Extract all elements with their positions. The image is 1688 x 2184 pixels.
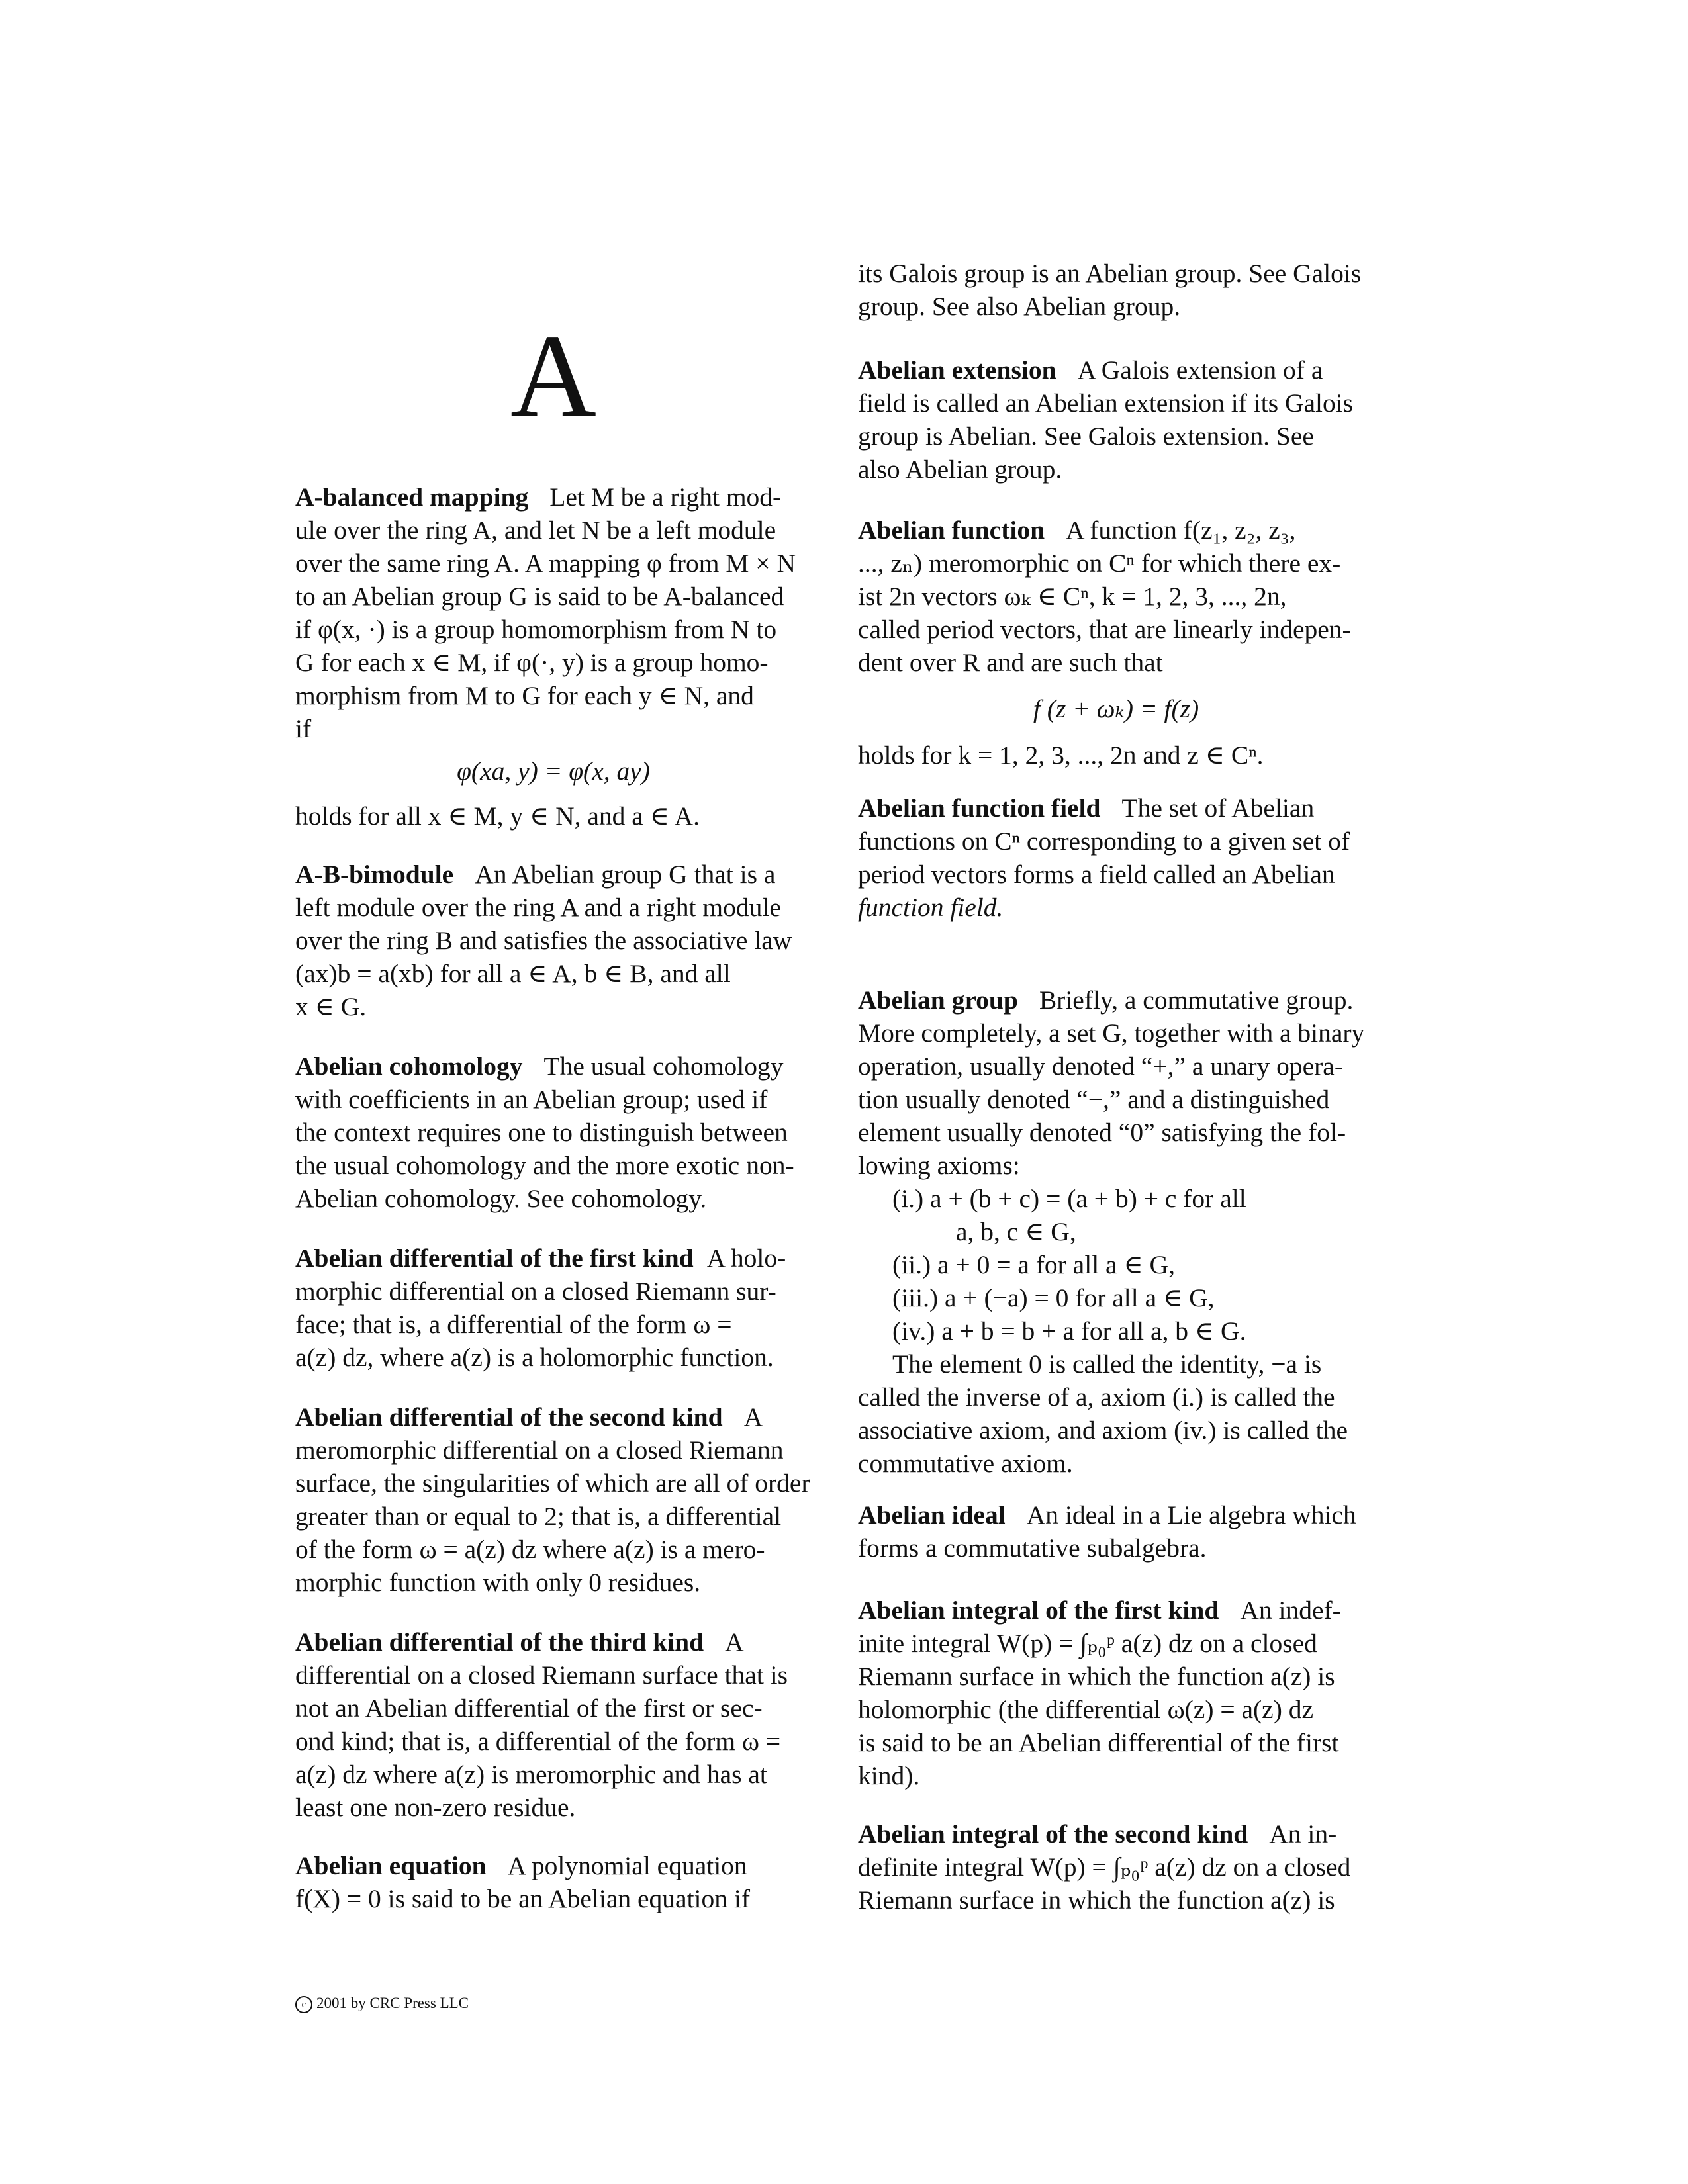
entry-text: The set of Abelian <box>1121 794 1315 823</box>
entry-abelian-function <box>858 514 1374 772</box>
entry-term: Abelian equation <box>295 1851 487 1880</box>
entry-a-balanced-mapping <box>295 480 812 833</box>
entry-text: if <box>295 714 312 743</box>
entry-text: its Galois group is an Abelian group. See Galois <box>858 259 1362 288</box>
section-letter: A <box>510 310 596 441</box>
entry-abelian-differential-second-kind <box>295 1400 812 1599</box>
entry-text: holds for all x ∈ M, y ∈ N, and a ∈ A. <box>295 801 700 831</box>
entry-abelian-integral-second-kind <box>858 1817 1374 1917</box>
entry-text: More completely, a set G, together with a binary <box>858 1019 1365 1048</box>
entry-text: with coefficients in an Abelian group; used if <box>295 1085 768 1114</box>
entry-term: Abelian cohomology <box>295 1052 523 1081</box>
entry-text: operation, usually denoted “+,” a unary opera- <box>858 1052 1343 1081</box>
entry-text: holds for k = 1, 2, 3, ..., 2n and z ∈ Cⁿ. <box>858 741 1264 770</box>
entry-text: not an Abelian differential of the first or sec- <box>295 1694 763 1723</box>
entry-abelian-integral-first-kind <box>858 1594 1374 1792</box>
entry-text: called period vectors, that are linearly indepen- <box>858 615 1351 644</box>
entry-text: A Galois extension of a <box>1077 355 1323 385</box>
entry-text: Let M be a right mod- <box>549 482 782 512</box>
entry-abelian-group <box>858 983 1374 1480</box>
entry-text: over the ring B and satisfies the associative law <box>295 926 792 955</box>
entry-text: associative axiom, and axiom (iv.) is called the <box>858 1416 1348 1445</box>
entry-text: the usual cohomology and the more exotic non- <box>295 1151 794 1180</box>
entry-term: A-B-bimodule <box>295 860 454 889</box>
entry-text: least one non-zero residue. <box>295 1793 576 1822</box>
copyright-icon: c <box>295 1996 312 2013</box>
entry-text: surface, the singularities of which are all of order <box>295 1469 810 1498</box>
entry-abelian-differential-first-kind <box>295 1242 812 1374</box>
entry-term: Abelian differential of the second kind <box>295 1402 723 1432</box>
entry-text: Abelian cohomology. See cohomology. <box>295 1184 707 1213</box>
entry-text: ist 2n vectors ωₖ ∈ Cⁿ, k = 1, 2, 3, ..., 2n, <box>858 582 1287 611</box>
entry-text: element usually denoted “0” satisfying the fol- <box>858 1118 1346 1147</box>
entry-text: ..., zₙ) meromorphic on Cⁿ for which there ex- <box>858 549 1341 578</box>
entry-text: Riemann surface in which the function a(z) is <box>858 1662 1335 1691</box>
entry-text: functions on Cⁿ corresponding to a given set of <box>858 827 1350 856</box>
entry-text: called the inverse of a, axiom (i.) is called the <box>858 1383 1335 1412</box>
entry-text: group is Abelian. See Galois extension. See <box>858 422 1314 451</box>
entry-text: tion usually denoted “−,” and a distinguished <box>858 1085 1330 1114</box>
entry-term: Abelian group <box>858 985 1018 1015</box>
entry-text: G for each x ∈ M, if φ(·, y) is a group homo- <box>295 648 769 677</box>
entry-text: A function f(z₁, z₂, z₃, <box>1066 516 1296 545</box>
entry-text: group. See also Abelian group. <box>858 292 1181 321</box>
entry-text: to an Abelian group G is said to be A-balanced <box>295 582 784 611</box>
copyright-text: 2001 by CRC Press LLC <box>316 1995 469 2011</box>
entry-term: Abelian differential of the first kind <box>295 1244 694 1273</box>
entry-text: holomorphic (the differential ω(z) = a(z) dz <box>858 1695 1314 1724</box>
entry-term: Abelian integral of the first kind <box>858 1596 1219 1625</box>
axiom-item: (ii.) a + 0 = a for all a ∈ G, <box>892 1250 1175 1279</box>
display-equation: f (z + ωₖ) = f(z) <box>1033 694 1199 723</box>
entry-text: A holo- <box>706 1244 786 1273</box>
entry-text: forms a commutative subalgebra. <box>858 1533 1207 1563</box>
entry-abelian-extension <box>858 353 1374 486</box>
entry-text: dent over R and are such that <box>858 648 1163 677</box>
axiom-item: (iii.) a + (−a) = 0 for all a ∈ G, <box>892 1283 1215 1312</box>
entry-text: x ∈ G. <box>295 992 367 1021</box>
entry-text: The usual cohomology <box>543 1052 784 1081</box>
entry-text: morphism from M to G for each y ∈ N, and <box>295 681 754 710</box>
entry-ab-bimodule <box>295 858 812 1023</box>
entry-text: morphic function with only 0 residues. <box>295 1568 701 1597</box>
entry-term: Abelian extension <box>858 355 1056 385</box>
entry-text: kind). <box>858 1761 920 1790</box>
entry-text: left module over the ring A and a right module <box>295 893 781 922</box>
entry-text: ule over the ring A, and let N be a left module <box>295 516 776 545</box>
entry-text: over the same ring A. A mapping φ from M × N <box>295 549 796 578</box>
entry-term: Abelian function field <box>858 794 1101 823</box>
entry-text: An in- <box>1269 1819 1337 1848</box>
entry-term: A-balanced mapping <box>295 482 529 512</box>
axiom-item: a, b, c ∈ G, <box>956 1217 1076 1246</box>
entry-term: Abelian differential of the third kind <box>295 1627 704 1657</box>
entry-text: commutative axiom. <box>858 1449 1073 1478</box>
entry-abelian-cohomology <box>295 1050 812 1215</box>
entry-text: face; that is, a differential of the form ω = <box>295 1310 732 1339</box>
entry-text: is said to be an Abelian differential of the first <box>858 1728 1339 1757</box>
entry-abelian-equation-continued <box>858 257 1374 323</box>
entry-text: a(z) dz where a(z) is meromorphic and has at <box>295 1760 767 1789</box>
entry-abelian-differential-third-kind <box>295 1625 812 1824</box>
entry-text: field is called an Abelian extension if its Galois <box>858 388 1354 418</box>
display-equation: φ(xa, y) = φ(x, ay) <box>457 756 650 786</box>
entry-text: A <box>743 1402 763 1432</box>
axiom-item: (i.) a + (b + c) = (a + b) + c for all <box>892 1184 1246 1213</box>
entry-term: Abelian integral of the second kind <box>858 1819 1248 1848</box>
entry-text: A <box>725 1627 744 1657</box>
entry-abelian-equation <box>295 1849 812 1915</box>
entry-text: f(X) = 0 is said to be an Abelian equation if <box>295 1884 751 1913</box>
entry-text: a(z) dz, where a(z) is a holomorphic function. <box>295 1343 774 1372</box>
entry-text: ond kind; that is, a differential of the form ω = <box>295 1727 781 1756</box>
axiom-item: (iv.) a + b = b + a for all a, b ∈ G. <box>892 1316 1246 1345</box>
entry-text: greater than or equal to 2; that is, a differential <box>295 1502 782 1531</box>
entry-text: of the form ω = a(z) dz where a(z) is a mero- <box>295 1535 765 1564</box>
entry-text: definite integral W(p) = ∫ₚ₀ᵖ a(z) dz on a closed <box>858 1852 1351 1882</box>
entry-text: lowing axioms: <box>858 1151 1020 1180</box>
copyright-footer <box>295 1993 469 2013</box>
entry-text: the context requires one to distinguish between <box>295 1118 788 1147</box>
entry-text: function field. <box>858 893 1004 922</box>
entry-text: meromorphic differential on a closed Riemann <box>295 1435 784 1465</box>
entry-text: (ax)b = a(xb) for all a ∈ A, b ∈ B, and all <box>295 959 731 988</box>
entry-text: Briefly, a commutative group. <box>1039 985 1354 1015</box>
entry-text: Riemann surface in which the function a(z) is <box>858 1886 1335 1915</box>
entry-text: also Abelian group. <box>858 455 1062 484</box>
entry-text: An Abelian group G that is a <box>475 860 776 889</box>
entry-term: Abelian ideal <box>858 1500 1006 1529</box>
entry-text: if φ(x, ·) is a group homomorphism from N to <box>295 615 777 644</box>
entry-abelian-ideal <box>858 1498 1374 1565</box>
entry-term: Abelian function <box>858 516 1045 545</box>
entry-text: An ideal in a Lie algebra which <box>1026 1500 1356 1529</box>
entry-abelian-function-field <box>858 792 1374 924</box>
entry-text: inite integral W(p) = ∫ₚ₀ᵖ a(z) dz on a closed <box>858 1629 1317 1658</box>
entry-text: morphic differential on a closed Riemann sur- <box>295 1277 776 1306</box>
entry-text: A polynomial equation <box>507 1851 747 1880</box>
entry-text: The element 0 is called the identity, −a is <box>892 1349 1322 1379</box>
entry-text: period vectors forms a field called an Abelian <box>858 860 1335 889</box>
entry-text: differential on a closed Riemann surface that is <box>295 1661 788 1690</box>
entry-text: An indef- <box>1240 1596 1341 1625</box>
